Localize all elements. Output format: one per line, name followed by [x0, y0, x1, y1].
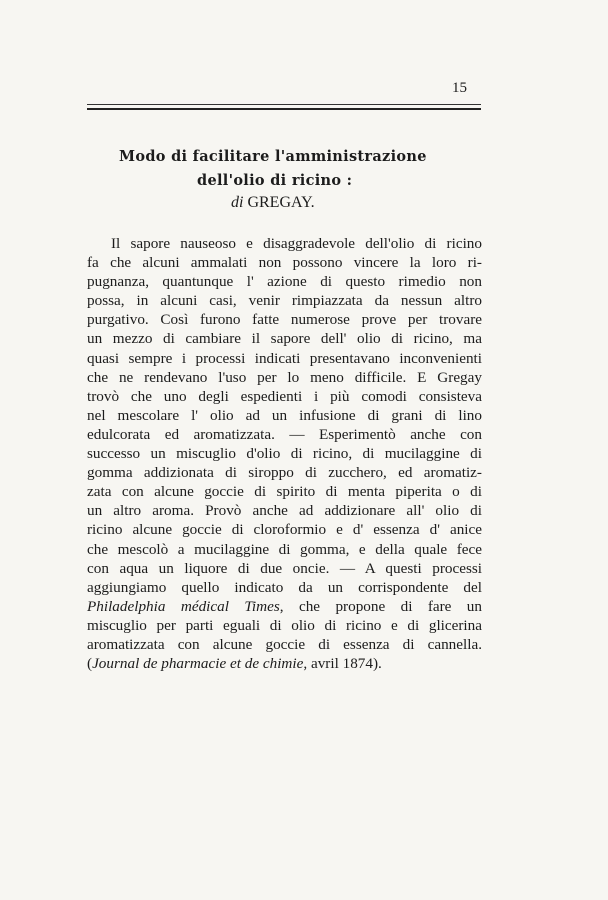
author-prefix: di [231, 194, 244, 211]
body-line-journal-ref [87, 597, 482, 616]
body-line: edulcorata ed aromatizzata. — Esperimentò anche con [87, 425, 482, 443]
article-title-line-1: Modo di facilitare l'amministrazione [119, 148, 427, 165]
body-line: miscuglio per parti eguali di olio di ricino e di glicerina [87, 616, 482, 634]
body-line: zata con alcune goccie di spirito di menta piperita o di [87, 483, 482, 501]
body-line: nel mescolare l' olio ad un infusione di grani di lino [87, 406, 482, 424]
page-number: 15 [452, 80, 467, 96]
body-line: trovò che uno degli espedienti i più comodi consisteva [87, 387, 482, 405]
body-line: purgativo. Così furono fatte numerose prove per trovare [87, 311, 482, 329]
body-line: quasi sempre i processi indicati presentavano inconvenienti [87, 349, 482, 367]
header-rule-thick [87, 108, 481, 110]
body-line: che ne rendevano l'uso per lo meno difficile. E Gregay [87, 368, 482, 386]
body-line: possa, in alcuni casi, venir rimpiazzata da nessun altro [87, 292, 482, 310]
body-line: gomma addizionata di siroppo di zucchero, ed aromatiz- [87, 464, 482, 482]
source-journal: Journal de pharmacie et de chimie [92, 655, 304, 673]
article-body [87, 234, 482, 673]
body-line: Il sapore nauseoso e disaggradevole dell'olio di ricino [111, 235, 482, 252]
body-line: aromatizzata con alcune goccie di essenza di cannella. [87, 635, 482, 653]
body-line: un mezzo di cambiare il sapore dell' olio di ricino, ma [87, 330, 482, 348]
article-author [231, 194, 315, 212]
journal-name: Philadelphia médical Times [87, 597, 280, 615]
body-line: aggiungiamo quello indicato da un corrispondente del [87, 578, 482, 596]
article-title-line-2: dell'olio di ricino : [197, 172, 353, 189]
body-line: fa che alcuni ammalati non possono vincere la loro ri- [87, 254, 482, 272]
source-citation [87, 654, 482, 673]
body-line: successo un miscuglio d'olio di ricino, di mucilaggine di [87, 445, 482, 463]
body-line: ricino alcune goccie di cloroformio e d' essenza d' anice [87, 521, 482, 539]
header-rule [87, 104, 481, 105]
body-line-rest: , che propone di fare un [279, 597, 482, 615]
source-open: ( [87, 655, 93, 673]
source-date: , avril 1874). [303, 655, 382, 673]
body-line: con aqua un liquore di due oncie. — A questi processi [87, 559, 482, 577]
body-line: un altro aroma. Provò anche ad addizionare all' olio di [87, 502, 482, 520]
body-line: pugnanza, quantunque l' azione di questo rimedio non [87, 273, 482, 291]
body-line: che mescolò a mucilaggine di gomma, e della quale fece [87, 540, 482, 558]
author-name: GREGAY. [247, 194, 315, 211]
